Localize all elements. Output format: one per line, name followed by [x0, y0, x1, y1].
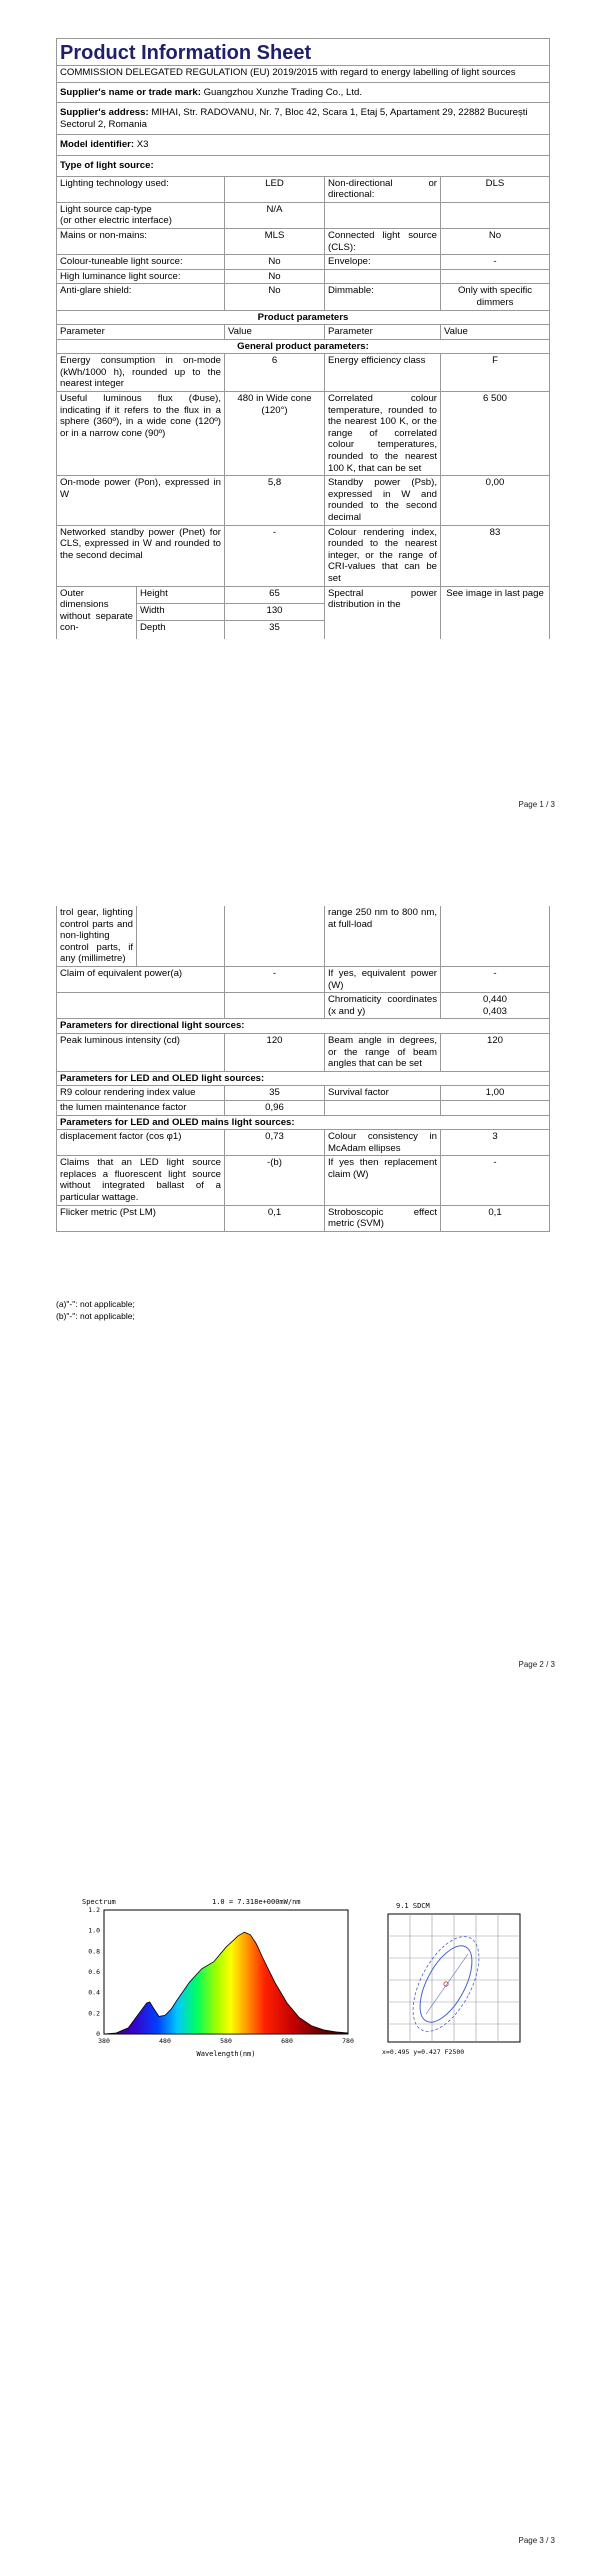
model-value: X3: [136, 139, 149, 151]
spectrum-x-tick: 680: [281, 2037, 293, 2045]
equivalent-row-1: [57, 993, 549, 1019]
general-row-0-value-2: F: [492, 355, 498, 367]
type-row-1-label-1: Light source cap-type (or other electric interface): [57, 203, 225, 228]
led-mains-row-2-value-2: 0,1: [488, 1206, 502, 1218]
spectrum-y-tick: 0.8: [88, 1947, 100, 1956]
led-mains-rows: [57, 1130, 549, 1232]
general-row-3: [57, 526, 549, 587]
footnote-a: (a)"-": not applicable;: [56, 1299, 135, 1309]
type-row-2-label-2: Connected light source (CLS):: [325, 229, 441, 254]
general-row-0-label-1: Energy consumption in on-mode (kWh/1000 h), rounded up to the nearest integer: [57, 354, 225, 391]
type-row-1-value-1: N/A: [225, 203, 325, 228]
type-row-4-value-1: No: [225, 270, 325, 284]
type-row-3: [57, 255, 549, 270]
type-row-5-label-1: Anti-glare shield:: [57, 284, 225, 309]
spectrum-x-tick: 380: [98, 2037, 110, 2045]
parameter-header-row: [57, 325, 549, 340]
supplier-address-value: MIHAI, Str. RADOVANU, Nr. 7, Bloc 42, Scara 1, Etaj 5, Apartament 29, 22882 București Sectorul 2, Romania: [60, 107, 528, 130]
dimensions-label: Outer dimensions without separate con-: [57, 587, 137, 639]
equivalent-row-1-label-1: [57, 993, 225, 1018]
led-mains-row-0: [57, 1130, 549, 1156]
supplier-name-row: [57, 83, 549, 104]
header-parameter-1: Parameter: [57, 325, 225, 339]
spd-label: Spectral power distribution in the: [325, 587, 441, 639]
led-mains-row-2-label-2: Stroboscopic effect metric (SVM): [325, 1206, 441, 1231]
general-row-2-value-2: 0,00: [485, 477, 505, 489]
depth-label: Depth: [140, 621, 166, 633]
equivalent-rows: [57, 967, 549, 1019]
footnote-b: (b)"-": not applicable;: [56, 1311, 135, 1321]
led-mains-row-2-value-1: 0,1: [225, 1206, 325, 1231]
beam-angle-value: 120: [486, 1034, 503, 1046]
spectrum-y-tick: 1.2: [88, 1906, 100, 1914]
led-row-1: [57, 1101, 549, 1116]
led-mains-row-2: [57, 1206, 549, 1232]
equivalent-row-0-value-2: -: [493, 967, 497, 979]
general-row-3-label-2: Colour rendering index, rounded to the nearest integer, or the range of CRI-values that can be set: [325, 526, 441, 586]
led-mains-row-0-value-2: 3: [492, 1131, 498, 1143]
directional-row: [57, 1034, 549, 1072]
type-row-0-value-2: DLS: [485, 177, 505, 189]
type-rows: [57, 177, 549, 311]
general-heading: General product parameters:: [237, 340, 369, 352]
general-row-3-value-2: 83: [489, 526, 501, 538]
type-row-1-value-2: [441, 203, 549, 228]
model-label: Model identifier:: [60, 139, 135, 151]
general-row-0-label-2: Energy efficiency class: [325, 354, 441, 391]
peak-intensity-value: 120: [225, 1034, 325, 1071]
beam-angle-label: Beam angle in degrees, or the range of beam angles that can be set: [325, 1034, 441, 1071]
led-row-0: [57, 1086, 549, 1101]
type-row-3-value-1: No: [225, 255, 325, 269]
led-mains-row-1-label-1: Claims that an LED light source replaces a fluorescent light source without integrated ballast of a particular wattage.: [57, 1156, 225, 1204]
header-parameter-2: Parameter: [325, 325, 441, 339]
ellipse-readout: x=0.495 y=0.427 F2500: [382, 2048, 465, 2056]
general-heading-row: [57, 340, 549, 355]
type-row-5-label-2: Dimmable:: [325, 284, 441, 309]
spectrum-y-tick: 0.2: [88, 2009, 100, 2018]
page-2: [0, 880, 603, 1680]
led-mains-heading: Parameters for LED and OLED mains light sources:: [60, 1116, 295, 1128]
spectrum-scale-label: 1.0 = 7.318e+000mW/nm: [212, 1898, 301, 1906]
general-row-2-label-2: Standby power (Psb), expressed in W and rounded to the second decimal: [325, 476, 441, 524]
led-mains-heading-row: [57, 1116, 549, 1131]
page-number-3: Page 3 / 3: [518, 2536, 555, 2545]
type-row-3-value-2: -: [493, 256, 497, 268]
led-mains-row-1-value-1: -(b): [225, 1156, 325, 1204]
regulation-text: COMMISSION DELEGATED REGULATION (EU) 2019/2015 with regard to energy labelling of light sources: [60, 67, 516, 78]
general-row-1-value-2: 6 500: [482, 393, 507, 405]
led-mains-row-1: [57, 1156, 549, 1205]
product-parameters-heading: Product parameters: [257, 311, 349, 323]
model-row: [57, 135, 549, 156]
type-row-1: [57, 203, 549, 229]
type-row-0-label-1: Lighting technology used:: [57, 177, 225, 202]
led-rows: [57, 1086, 549, 1115]
dimensions-row-part-2: [57, 906, 549, 967]
footnotes: [56, 1298, 135, 1322]
led-row-1-value-2: [441, 1101, 549, 1115]
spectrum-chart: [80, 1894, 360, 2064]
spectrum-x-tick: 580: [220, 2037, 232, 2045]
height-label: Height: [140, 587, 168, 599]
spectrum-title: Spectrum: [82, 1898, 116, 1906]
spectrum-x-tick: 780: [342, 2037, 354, 2045]
spd-label-cont: range 250 nm to 800 nm, at full-load: [325, 906, 441, 966]
general-row-2-value-1: 5,8: [225, 476, 325, 524]
info-sheet-table: [56, 38, 550, 639]
type-row-1-label-2: [325, 203, 441, 228]
peak-intensity-label: Peak luminous intensity (cd): [57, 1034, 225, 1071]
ellipse-title: 9.1 SDCM: [396, 1902, 430, 1910]
led-mains-row-2-label-1: Flicker metric (Pst LM): [57, 1206, 225, 1231]
type-row-0-label-2: Non-directional or directional:: [325, 177, 441, 202]
general-rows: [57, 354, 549, 586]
equivalent-row-0-label-2: If yes, equivalent power (W): [325, 967, 441, 992]
general-row-1-value-1: 480 in Wide cone (120°): [225, 392, 325, 475]
spectrum-y-tick: 0: [96, 2030, 100, 2038]
page-title: Product Information Sheet: [60, 42, 312, 64]
general-row-3-label-1: Networked standby power (Pnet) for CLS, expressed in W and rounded to the second decimal: [57, 526, 225, 586]
supplier-address-label: Supplier's address:: [60, 107, 149, 119]
led-mains-row-1-label-2: If yes then replacement claim (W): [325, 1156, 441, 1204]
directional-heading-row: [57, 1019, 549, 1034]
dimensions-label-cont: trol gear, lighting control parts and non-lighting control parts, if any (millimetre): [57, 906, 137, 966]
led-row-0-value-1: 35: [225, 1086, 325, 1100]
spectrum-x-tick: 480: [159, 2037, 171, 2045]
type-row-0-value-1: LED: [225, 177, 325, 202]
equivalent-row-0-value-1: -: [225, 967, 325, 992]
general-row-1: [57, 392, 549, 476]
spectrum-y-tick: 1.0: [88, 1926, 100, 1935]
type-row-3-label-1: Colour-tuneable light source:: [57, 255, 225, 269]
led-mains-row-0-value-1: 0,73: [225, 1130, 325, 1155]
type-row-4-label-1: High luminance light source:: [57, 270, 225, 284]
equivalent-row-1-value-1: [225, 993, 325, 1018]
header-value-1: Value: [225, 325, 325, 339]
type-heading: Type of light source:: [60, 159, 154, 171]
led-heading: Parameters for LED and OLED light sources:: [60, 1072, 265, 1084]
led-row-0-label-2: Survival factor: [325, 1086, 441, 1100]
type-row-2-label-1: Mains or non-mains:: [57, 229, 225, 254]
general-row-1-label-2: Correlated colour temperature, rounded to the nearest 100 K, or the range of correlated colour temperatures, rounded to the nearest 100 K, that can be set: [325, 392, 441, 475]
type-row-2-value-1: MLS: [225, 229, 325, 254]
led-mains-row-0-label-1: displacement factor (cos φ1): [57, 1130, 225, 1155]
directional-heading: Parameters for directional light sources:: [60, 1020, 245, 1032]
page-number-2: Page 2 / 3: [518, 1660, 555, 1669]
type-row-2-value-2: No: [488, 229, 502, 241]
type-row-0: [57, 177, 549, 203]
general-row-3-value-1: -: [225, 526, 325, 586]
type-row-4-value-2: [441, 270, 549, 284]
page-1: [0, 0, 603, 810]
page-3: [0, 1700, 603, 2560]
product-parameters-heading-row: [57, 311, 549, 326]
led-row-0-label-1: R9 colour rendering index value: [57, 1086, 225, 1100]
general-row-0: [57, 354, 549, 392]
spectrum-xlabel: Wavelength(nm): [196, 2050, 256, 2058]
type-heading-row: [57, 156, 549, 177]
type-row-2: [57, 229, 549, 255]
width-label: Width: [140, 604, 165, 616]
regulation-row: [57, 66, 549, 83]
led-mains-row-1-value-2: -: [493, 1157, 497, 1169]
spd-value: See image in last page: [446, 587, 544, 599]
supplier-address-row: [57, 103, 549, 135]
led-mains-row-0-label-2: Colour consistency in McAdam ellipses: [325, 1130, 441, 1155]
general-row-2-label-1: On-mode power (Pon), expressed in W: [57, 476, 225, 524]
type-row-5: [57, 284, 549, 310]
type-row-5-value-1: No: [225, 284, 325, 309]
type-row-4: [57, 270, 549, 285]
led-row-1-value-1: 0,96: [225, 1101, 325, 1115]
dimensions-row-part-1: [57, 587, 549, 639]
led-row-1-label-1: the lumen maintenance factor: [57, 1101, 225, 1115]
led-row-1-label-2: [325, 1101, 441, 1115]
general-row-2: [57, 476, 549, 525]
ellipse-chart: [380, 1898, 530, 2068]
type-row-3-label-2: Envelope:: [325, 255, 441, 269]
spectrum-y-tick: 0.6: [88, 1968, 100, 1976]
spectrum-y-tick: 0.4: [88, 1988, 100, 1997]
led-row-0-value-2: 1,00: [485, 1087, 505, 1099]
type-row-5-value-2: Only with specific dimmers: [457, 285, 533, 308]
supplier-name-label: Supplier's name or trade mark:: [60, 86, 201, 98]
height-value: 65: [225, 587, 324, 604]
header-value-2: Value: [444, 326, 468, 338]
equivalent-row-1-label-2: Chromaticity coordinates (x and y): [325, 993, 441, 1018]
info-sheet-table-continued: [56, 906, 550, 1232]
led-heading-row: [57, 1072, 549, 1087]
page-number-1: Page 1 / 3: [518, 800, 555, 809]
equivalent-row-0: [57, 967, 549, 993]
supplier-name-value: Guangzhou Xunzhe Trading Co., Ltd.: [203, 86, 362, 98]
title-row: [57, 38, 549, 66]
general-row-1-label-1: Useful luminous flux (Φuse), indicating if it refers to the flux in a sphere (360º), in a wide cone (120º) or in a narrow cone (90º): [57, 392, 225, 475]
equivalent-row-1-value-2: 0,440 0,403: [482, 994, 507, 1017]
general-row-0-value-1: 6: [225, 354, 325, 391]
type-row-4-label-2: [325, 270, 441, 284]
width-value: 130: [225, 604, 324, 621]
equivalent-row-0-label-1: Claim of equivalent power(a): [57, 967, 225, 992]
depth-value: 35: [269, 621, 280, 633]
